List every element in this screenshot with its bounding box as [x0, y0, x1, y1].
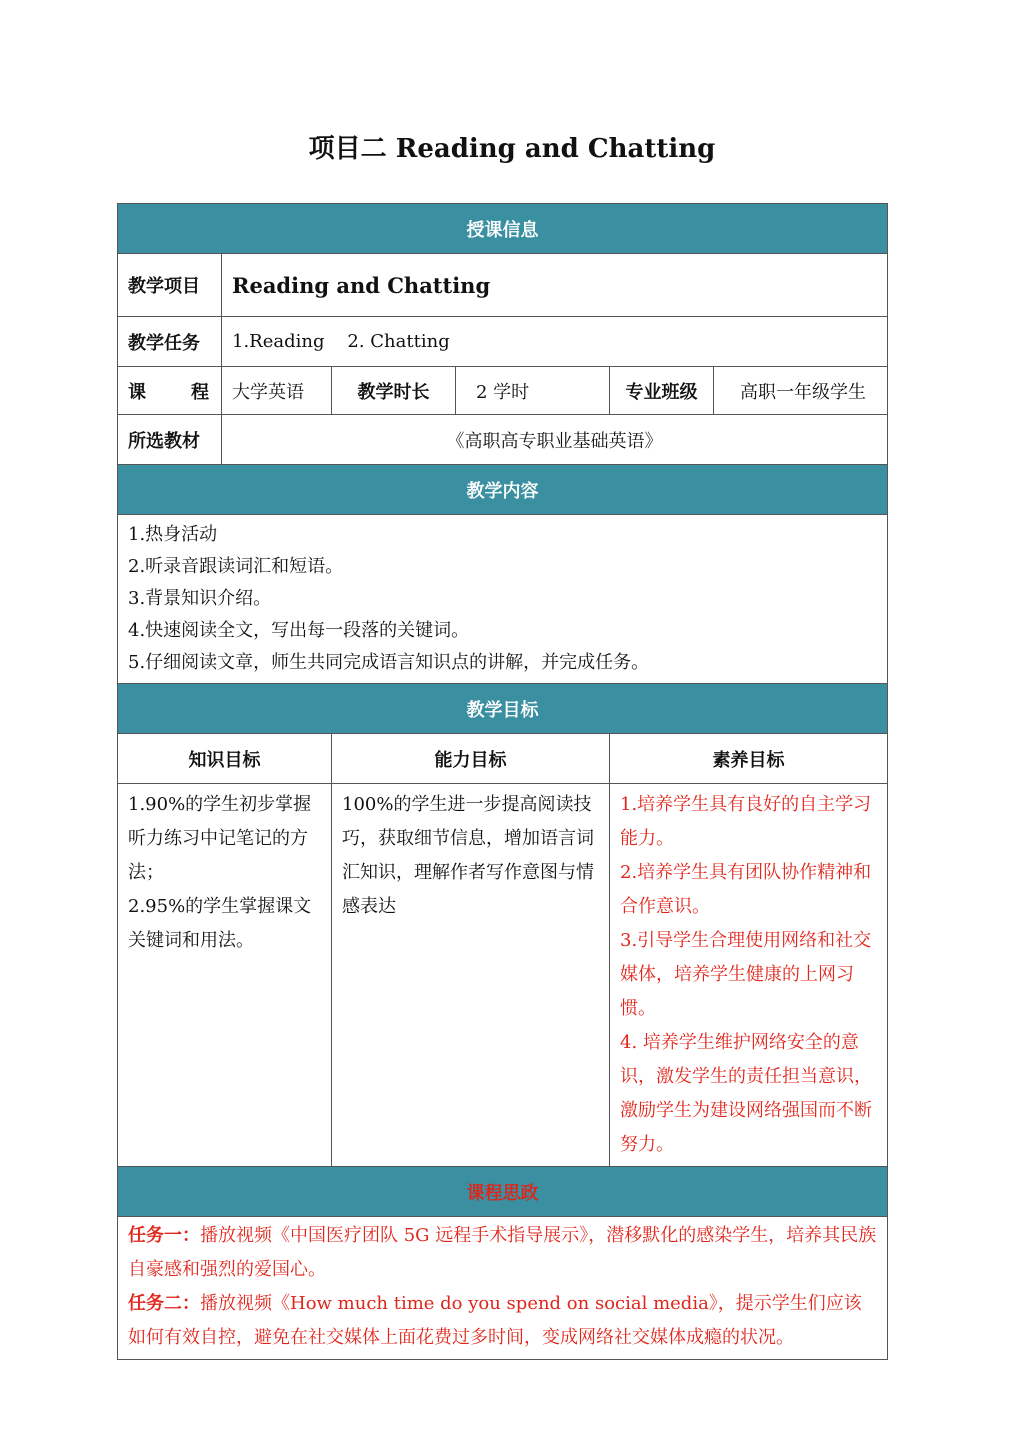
ideology-task-1-label: 任务一：	[128, 1225, 200, 1246]
course-value: 大学英语	[222, 367, 332, 415]
hours-value: 2 学时	[456, 367, 610, 415]
content-item: 3.背景知识介绍。	[128, 588, 272, 609]
content-item: 2.听录音跟读词汇和短语。	[128, 556, 344, 577]
literacy-goal-item: 3.引导学生合理使用网络和社交媒体，培养学生健康的上网习惯。	[620, 930, 872, 1019]
page-title: 项目二 Reading and Chatting	[308, 134, 716, 164]
textbook-value: 《高职高专职业基础英语》	[222, 415, 888, 465]
section-header-course-ideology: 课程思政	[118, 1167, 888, 1217]
knowledge-goal-cell	[118, 784, 332, 1167]
section-header-teaching-info: 授课信息	[118, 204, 888, 254]
content-item: 4.快速阅读全文，写出每一段落的关键词。	[128, 620, 470, 641]
literacy-goal-heading: 素养目标	[610, 734, 888, 784]
teaching-content-list	[118, 515, 888, 684]
knowledge-goal-item: 2.95%的学生掌握课文关键词和用法。	[128, 896, 312, 951]
ideology-task-1	[128, 1219, 877, 1287]
ability-goal-cell: 100%的学生进一步提高阅读技巧，获取细节信息，增加语言词汇知识，理解作者写作意图与情感表达	[332, 784, 610, 1167]
ideology-task-2-label: 任务二：	[128, 1293, 200, 1314]
content-item: 1.热身活动	[128, 524, 218, 545]
course-label	[118, 367, 222, 415]
literacy-goal-item: 4. 培养学生维护网络安全的意识，激发学生的责任担当意识，激励学生为建设网络强国而不断努力。	[620, 1032, 872, 1155]
project-label: 教学项目	[118, 254, 222, 317]
class-label: 专业班级	[610, 367, 714, 415]
section-header-teaching-content: 教学内容	[118, 465, 888, 515]
ideology-task-1-text: 播放视频《中国医疗团队 5G 远程手术指导展示》，潜移默化的感染学生，培养其民族自豪感和强烈的爱国心。	[128, 1225, 877, 1280]
task-label: 教学任务	[118, 317, 222, 367]
ideology-task-2-text: 播放视频《How much time do you spend on social media》，提示学生们应该如何有效自控，避免在社交媒体上面花费过多时间，变成网络社交媒体成瘾的状况。	[128, 1293, 862, 1348]
class-value: 高职一年级学生	[714, 367, 888, 415]
course-ideology-tasks	[118, 1217, 888, 1360]
knowledge-goal-heading: 知识目标	[118, 734, 332, 784]
knowledge-goal-item: 1.90%的学生初步掌握听力练习中记笔记的方法；	[128, 794, 312, 883]
literacy-goal-item: 2.培养学生具有团队协作精神和合作意识。	[620, 862, 872, 917]
course-label-char-2: 程	[191, 381, 209, 403]
section-header-teaching-goals: 教学目标	[118, 684, 888, 734]
project-value: Reading and Chatting	[222, 254, 888, 317]
hours-label: 教学时长	[332, 367, 456, 415]
task-value: 1.Reading 2. Chatting	[222, 317, 888, 367]
content-item: 5.仔细阅读文章，师生共同完成语言知识点的讲解，并完成任务。	[128, 652, 650, 673]
ideology-task-2	[128, 1287, 877, 1355]
literacy-goal-cell	[610, 784, 888, 1167]
ability-goal-heading: 能力目标	[332, 734, 610, 784]
textbook-label: 所选教材	[118, 415, 222, 465]
literacy-goal-item: 1.培养学生具有良好的自主学习能力。	[620, 794, 872, 849]
course-label-char-1: 课	[128, 381, 146, 403]
lesson-plan-table	[117, 203, 888, 1360]
